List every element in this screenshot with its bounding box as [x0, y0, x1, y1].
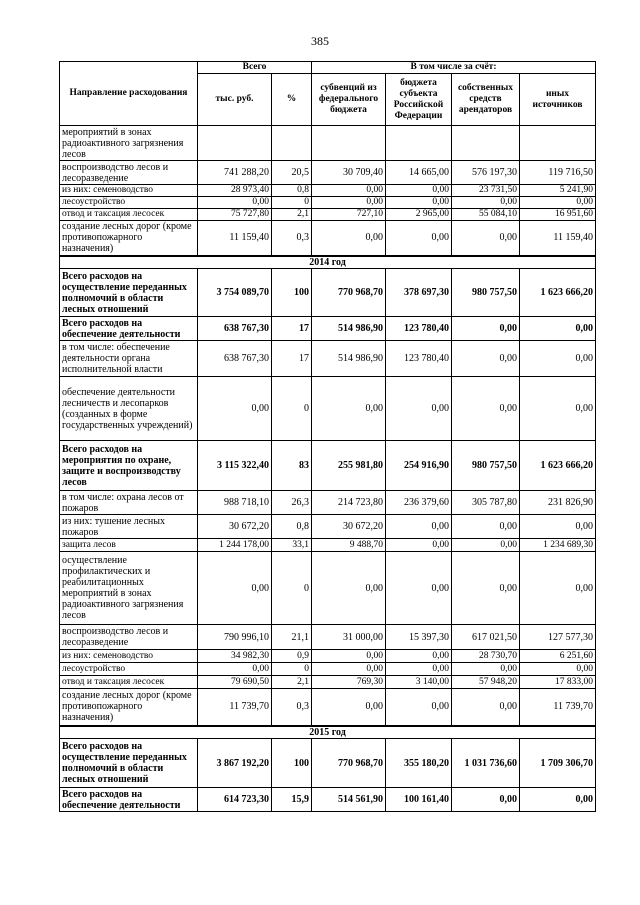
federal-value: 514 561,90 [312, 788, 386, 812]
percent-value: 83 [272, 441, 312, 491]
other-value: 127 577,30 [520, 625, 596, 650]
row-label: создание лесных дорог (кроме противопожарного назначения) [60, 689, 198, 726]
row-label: Всего расходов на осуществление переданных полномочий в области лесных отношений [60, 269, 198, 317]
tenants-value: 55 084,10 [452, 209, 520, 221]
federal-value: 770 968,70 [312, 739, 386, 788]
tenants-value: 0,00 [452, 377, 520, 441]
other-value: 11 159,40 [520, 221, 596, 256]
percent-value: 17 [272, 317, 312, 341]
row-label: из них: семеноводство [60, 650, 198, 663]
percent-value: 26,3 [272, 491, 312, 515]
federal-value: 214 723,80 [312, 491, 386, 515]
table-row [60, 650, 596, 663]
year-label: 2015 год [60, 726, 596, 739]
total-value: 741 288,20 [198, 161, 272, 185]
table-row [60, 663, 596, 676]
table-row [60, 269, 596, 317]
row-label: в том числе: обеспечение деятельности органа исполнительной власти [60, 341, 198, 377]
federal-value: 0,00 [312, 552, 386, 625]
total-value: 28 973,40 [198, 185, 272, 197]
header-including: В том числе за счёт: [312, 62, 596, 74]
percent-value: 0 [272, 377, 312, 441]
federal-value: 514 986,90 [312, 317, 386, 341]
subject-value: 3 140,00 [386, 676, 452, 689]
tenants-value: 617 021,50 [452, 625, 520, 650]
table-row [60, 625, 596, 650]
year-row [60, 726, 596, 739]
table-row [60, 676, 596, 689]
table-row [60, 209, 596, 221]
total-value: 0,00 [198, 197, 272, 209]
row-label: воспроизводство лесов и лесоразведение [60, 625, 198, 650]
percent-value: 0,8 [272, 185, 312, 197]
row-label: создание лесных дорог (кроме противопожарного назначения) [60, 221, 198, 256]
percent-value: 33,1 [272, 539, 312, 552]
table-row [60, 377, 596, 441]
subject-value: 0,00 [386, 539, 452, 552]
total-value: 790 996,10 [198, 625, 272, 650]
total-value: 79 690,50 [198, 676, 272, 689]
percent-value: 0,3 [272, 689, 312, 726]
row-label: в том числе: охрана лесов от пожаров [60, 491, 198, 515]
federal-value: 769,30 [312, 676, 386, 689]
tenants-value: 980 757,50 [452, 269, 520, 317]
subject-value: 0,00 [386, 515, 452, 539]
other-value: 17 833,00 [520, 676, 596, 689]
tenants-value: 57 948,20 [452, 676, 520, 689]
table-body [60, 126, 596, 812]
total-value: 75 727,80 [198, 209, 272, 221]
subject-value: 2 965,00 [386, 209, 452, 221]
subject-value: 0,00 [386, 552, 452, 625]
other-value: 5 241,90 [520, 185, 596, 197]
federal-value: 514 986,90 [312, 341, 386, 377]
federal-value [312, 126, 386, 161]
federal-value: 0,00 [312, 650, 386, 663]
table-row [60, 539, 596, 552]
row-label: Всего расходов на обеспечение деятельности [60, 788, 198, 812]
total-value: 30 672,20 [198, 515, 272, 539]
other-value: 119 716,50 [520, 161, 596, 185]
percent-value [272, 126, 312, 161]
tenants-value [452, 126, 520, 161]
row-label: Всего расходов на обеспечение деятельности [60, 317, 198, 341]
subject-value: 0,00 [386, 221, 452, 256]
percent-value: 0,8 [272, 515, 312, 539]
total-value: 0,00 [198, 663, 272, 676]
tenants-value: 0,00 [452, 663, 520, 676]
subject-value [386, 126, 452, 161]
tenants-value: 576 197,30 [452, 161, 520, 185]
header-subject: бюджета субъекта Российской Федерации [386, 74, 452, 126]
subject-value: 0,00 [386, 650, 452, 663]
other-value: 0,00 [520, 317, 596, 341]
percent-value: 17 [272, 341, 312, 377]
page-number: 385 [311, 34, 329, 48]
subject-value: 0,00 [386, 689, 452, 726]
other-value: 0,00 [520, 663, 596, 676]
table-row [60, 341, 596, 377]
table-row [60, 689, 596, 726]
federal-value: 30 709,40 [312, 161, 386, 185]
percent-value: 100 [272, 739, 312, 788]
total-value: 3 754 089,70 [198, 269, 272, 317]
total-value: 638 767,30 [198, 317, 272, 341]
other-value: 0,00 [520, 377, 596, 441]
header-other: иных источников [520, 74, 596, 126]
tenants-value: 0,00 [452, 317, 520, 341]
percent-value: 2,1 [272, 676, 312, 689]
percent-value: 0 [272, 197, 312, 209]
table-row [60, 161, 596, 185]
other-value: 0,00 [520, 341, 596, 377]
total-value: 638 767,30 [198, 341, 272, 377]
header-direction: Направление расходования [60, 62, 198, 126]
row-label: защита лесов [60, 539, 198, 552]
tenants-value: 28 730,70 [452, 650, 520, 663]
other-value: 16 951,60 [520, 209, 596, 221]
subject-value: 0,00 [386, 663, 452, 676]
row-label: обеспечение деятельности лесничеств и лесопарков (созданных в форме государственных учреждений) [60, 377, 198, 441]
other-value: 0,00 [520, 515, 596, 539]
other-value: 1 623 666,20 [520, 269, 596, 317]
subject-value: 100 161,40 [386, 788, 452, 812]
row-label: из них: семеноводство [60, 185, 198, 197]
federal-value: 0,00 [312, 221, 386, 256]
tenants-value: 0,00 [452, 221, 520, 256]
subject-value: 378 697,30 [386, 269, 452, 317]
tenants-value: 980 757,50 [452, 441, 520, 491]
other-value: 231 826,90 [520, 491, 596, 515]
percent-value: 0 [272, 663, 312, 676]
percent-value: 0,3 [272, 221, 312, 256]
federal-value: 0,00 [312, 185, 386, 197]
tenants-value: 0,00 [452, 788, 520, 812]
tenants-value: 0,00 [452, 341, 520, 377]
expenditure-table [59, 61, 596, 812]
table-row [60, 441, 596, 491]
total-value: 11 739,70 [198, 689, 272, 726]
table-row [60, 491, 596, 515]
federal-value: 0,00 [312, 663, 386, 676]
row-label: осуществление профилактических и реабилитационных мероприятий в зонах радиоактивного загрязнения лесов [60, 552, 198, 625]
table-row [60, 317, 596, 341]
subject-value: 123 780,40 [386, 317, 452, 341]
total-value: 3 115 322,40 [198, 441, 272, 491]
row-label: отвод и таксация лесосек [60, 676, 198, 689]
table-row [60, 739, 596, 788]
tenants-value: 1 031 736,60 [452, 739, 520, 788]
row-label: воспроизводство лесов и лесоразведение [60, 161, 198, 185]
total-value: 0,00 [198, 552, 272, 625]
subject-value: 355 180,20 [386, 739, 452, 788]
header-federal: субвенций из федерального бюджета [312, 74, 386, 126]
total-value: 1 244 178,00 [198, 539, 272, 552]
subject-value: 15 397,30 [386, 625, 452, 650]
row-label: лесоустройство [60, 663, 198, 676]
federal-value: 727,10 [312, 209, 386, 221]
percent-value: 2,1 [272, 209, 312, 221]
federal-value: 31 000,00 [312, 625, 386, 650]
subject-value: 254 916,90 [386, 441, 452, 491]
percent-value: 15,9 [272, 788, 312, 812]
table-row [60, 552, 596, 625]
other-value: 1 623 666,20 [520, 441, 596, 491]
tenants-value: 305 787,80 [452, 491, 520, 515]
total-value: 11 159,40 [198, 221, 272, 256]
total-value: 988 718,10 [198, 491, 272, 515]
federal-value: 255 981,80 [312, 441, 386, 491]
table-header [60, 62, 596, 126]
other-value: 11 739,70 [520, 689, 596, 726]
row-label: из них: тушение лесных пожаров [60, 515, 198, 539]
tenants-value: 0,00 [452, 689, 520, 726]
federal-value: 0,00 [312, 197, 386, 209]
year-row [60, 256, 596, 269]
other-value: 6 251,60 [520, 650, 596, 663]
header-total: Всего [198, 62, 312, 74]
other-value: 0,00 [520, 788, 596, 812]
federal-value: 770 968,70 [312, 269, 386, 317]
percent-value: 0,9 [272, 650, 312, 663]
federal-value: 0,00 [312, 377, 386, 441]
header-thousand-rub: тыс. руб. [198, 74, 272, 126]
tenants-value: 23 731,50 [452, 185, 520, 197]
table-row [60, 126, 596, 161]
total-value: 0,00 [198, 377, 272, 441]
subject-value: 14 665,00 [386, 161, 452, 185]
row-label: Всего расходов на осуществление переданных полномочий в области лесных отношений [60, 739, 198, 788]
total-value: 3 867 192,20 [198, 739, 272, 788]
percent-value: 100 [272, 269, 312, 317]
other-value: 1 234 689,30 [520, 539, 596, 552]
tenants-value: 0,00 [452, 197, 520, 209]
row-label: лесоустройство [60, 197, 198, 209]
row-label: мероприятий в зонах радиоактивного загрязнения лесов [60, 126, 198, 161]
subject-value: 123 780,40 [386, 341, 452, 377]
subject-value: 0,00 [386, 197, 452, 209]
subject-value: 0,00 [386, 185, 452, 197]
percent-value: 20,5 [272, 161, 312, 185]
subject-value: 0,00 [386, 377, 452, 441]
header-percent: % [272, 74, 312, 126]
other-value: 1 709 306,70 [520, 739, 596, 788]
percent-value: 21,1 [272, 625, 312, 650]
federal-value: 30 672,20 [312, 515, 386, 539]
other-value [520, 126, 596, 161]
federal-value: 0,00 [312, 689, 386, 726]
tenants-value: 0,00 [452, 515, 520, 539]
table-row [60, 788, 596, 812]
subject-value: 236 379,60 [386, 491, 452, 515]
total-value: 614 723,30 [198, 788, 272, 812]
percent-value: 0 [272, 552, 312, 625]
table-row [60, 185, 596, 197]
table-row [60, 197, 596, 209]
year-label: 2014 год [60, 256, 596, 269]
table-row [60, 515, 596, 539]
header-tenants: собственных средств арендаторов [452, 74, 520, 126]
other-value: 0,00 [520, 197, 596, 209]
row-label: отвод и таксация лесосек [60, 209, 198, 221]
table-row [60, 221, 596, 256]
tenants-value: 0,00 [452, 539, 520, 552]
tenants-value: 0,00 [452, 552, 520, 625]
other-value: 0,00 [520, 552, 596, 625]
total-value [198, 126, 272, 161]
total-value: 34 982,30 [198, 650, 272, 663]
row-label: Всего расходов на мероприятия по охране, защите и воспроизводству лесов [60, 441, 198, 491]
federal-value: 9 488,70 [312, 539, 386, 552]
